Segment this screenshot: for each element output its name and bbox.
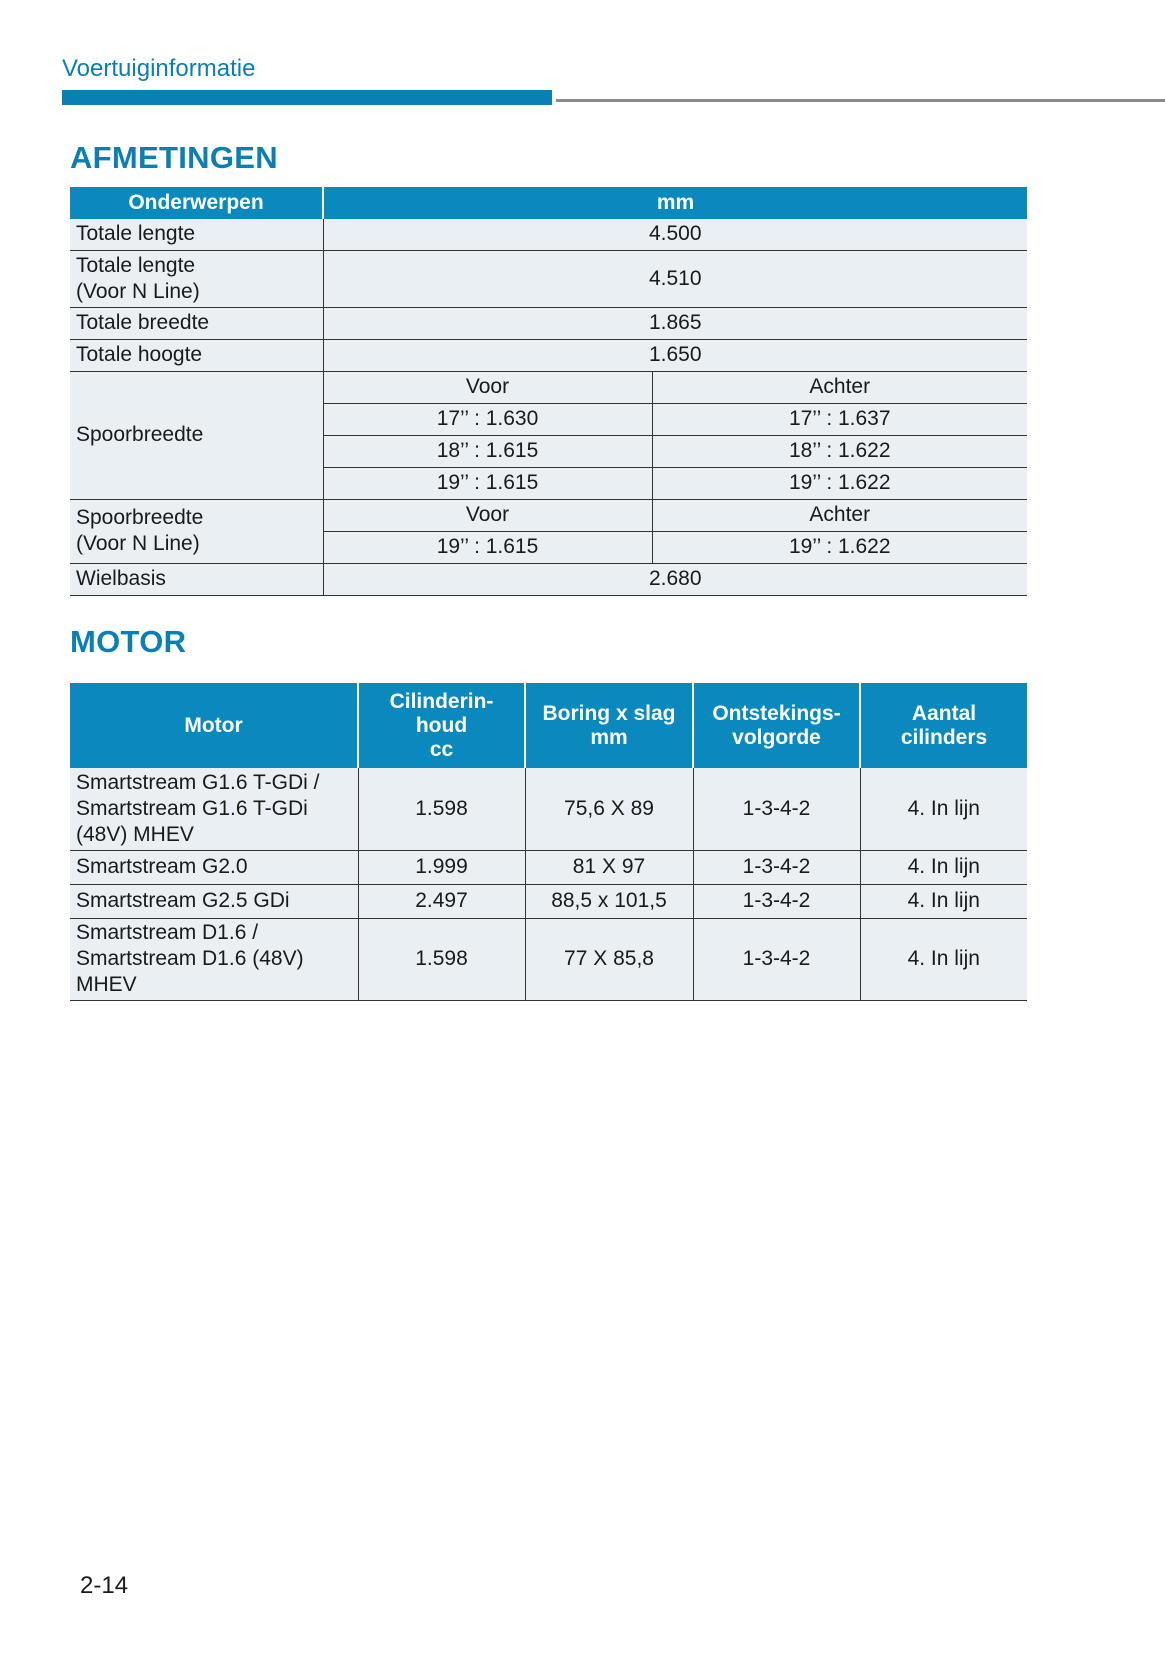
row-label: Spoorbreedte (70, 371, 323, 499)
header-firing-order (693, 683, 860, 768)
header-cylinders (860, 683, 1027, 768)
table-header-row (70, 187, 1027, 219)
engine-cylinders: 4. In lijn (860, 768, 1027, 850)
label-line: Totale lengte (76, 253, 196, 277)
header-line: houd (415, 713, 468, 737)
engine-bore-stroke: 81 X 97 (525, 850, 693, 884)
engine-name (70, 884, 358, 918)
header-line: Cilinderin- (389, 689, 494, 713)
track-front-value: 17’’ : 1.630 (323, 403, 652, 435)
track-rear-value: 19’’ : 1.622 (652, 531, 1027, 563)
header-line: cilinders (900, 725, 988, 749)
name-line: Smartstream G2.5 GDi (76, 889, 290, 912)
header-displacement (358, 683, 525, 768)
engine-bore-stroke: 75,6 X 89 (525, 768, 693, 850)
header-line: Ontstekings- (712, 701, 841, 725)
table-row (70, 768, 1027, 850)
engine-displacement: 1.598 (358, 768, 525, 850)
table-row (70, 371, 1027, 403)
row-label: Totale lengte (70, 219, 323, 250)
engine-firing-order: 1-3-4-2 (693, 850, 860, 884)
table-row (70, 250, 1027, 307)
label-line: (Voor N Line) (76, 532, 200, 555)
engine-firing-order: 1-3-4-2 (693, 918, 860, 1000)
header-unit: mm (323, 187, 1027, 219)
section-title-engine: MOTOR (70, 624, 187, 659)
engine-displacement: 1.598 (358, 918, 525, 1000)
track-front-value: 18’’ : 1.615 (323, 435, 652, 467)
engine-bore-stroke: 88,5 x 101,5 (525, 884, 693, 918)
track-rear-value: 18’’ : 1.622 (652, 435, 1027, 467)
table-row (70, 563, 1027, 595)
engine-cylinders: 4. In lijn (860, 918, 1027, 1000)
header-line: cc (429, 737, 454, 761)
header-line: mm (590, 725, 628, 749)
label-line: (Voor N Line) (76, 279, 200, 303)
table-row (70, 850, 1027, 884)
track-rear-value: 19’’ : 1.622 (652, 467, 1027, 499)
engine-cylinders: 4. In lijn (860, 884, 1027, 918)
header-motor: Motor (70, 683, 358, 768)
header-bore-stroke (525, 683, 693, 768)
row-value: 1.650 (323, 339, 1027, 371)
track-rear-value: 17’’ : 1.637 (652, 403, 1027, 435)
engine-name (70, 850, 358, 884)
row-label (70, 250, 323, 307)
row-value: 2.680 (323, 563, 1027, 595)
name-line: Smartstream D1.6 / (76, 921, 259, 944)
header-line: Boring x slag (542, 701, 676, 725)
name-line: Smartstream D1.6 (48V) (76, 947, 304, 970)
section-title-dimensions: AFMETINGEN (70, 140, 278, 175)
row-label (70, 499, 323, 563)
subheader-rear: Achter (652, 371, 1027, 403)
header-items: Onderwerpen (70, 187, 323, 219)
name-line: MHEV (76, 973, 137, 996)
track-front-value: 19’’ : 1.615 (323, 531, 652, 563)
subheader-rear: Achter (652, 499, 1027, 531)
engine-displacement: 1.999 (358, 850, 525, 884)
table-header-row (70, 683, 1027, 768)
table-row (70, 307, 1027, 339)
row-value: 1.865 (323, 307, 1027, 339)
page-header-title: Voertuiginformatie (62, 55, 256, 82)
engine-firing-order: 1-3-4-2 (693, 768, 860, 850)
subheader-front: Voor (323, 371, 652, 403)
row-label: Totale breedte (70, 307, 323, 339)
table-row (70, 884, 1027, 918)
engine-firing-order: 1-3-4-2 (693, 884, 860, 918)
page-number: 2-14 (80, 1572, 129, 1599)
table-row (70, 219, 1027, 250)
subheader-front: Voor (323, 499, 652, 531)
header-rule (556, 99, 1165, 102)
engine-name (70, 918, 358, 1000)
header-accent-bar (62, 90, 552, 105)
name-line: Smartstream G1.6 T-GDi (76, 796, 308, 820)
dimensions-table (70, 187, 1027, 596)
header-line: volgorde (732, 725, 821, 749)
name-line: Smartstream G2.0 (76, 855, 248, 878)
label-line: Spoorbreedte (76, 506, 204, 529)
engine-table (70, 683, 1027, 1001)
row-value: 4.510 (323, 250, 1027, 307)
engine-displacement: 2.497 (358, 884, 525, 918)
name-line: (48V) MHEV (76, 822, 194, 846)
table-row (70, 339, 1027, 371)
engine-cylinders: 4. In lijn (860, 850, 1027, 884)
row-label: Wielbasis (70, 563, 323, 595)
row-value: 4.500 (323, 219, 1027, 250)
row-label: Totale hoogte (70, 339, 323, 371)
track-front-value: 19’’ : 1.615 (323, 467, 652, 499)
header-line: Aantal (911, 701, 977, 725)
engine-name (70, 768, 358, 850)
name-line: Smartstream G1.6 T-GDi / (76, 770, 320, 794)
table-row (70, 499, 1027, 531)
engine-bore-stroke: 77 X 85,8 (525, 918, 693, 1000)
table-row (70, 918, 1027, 1000)
